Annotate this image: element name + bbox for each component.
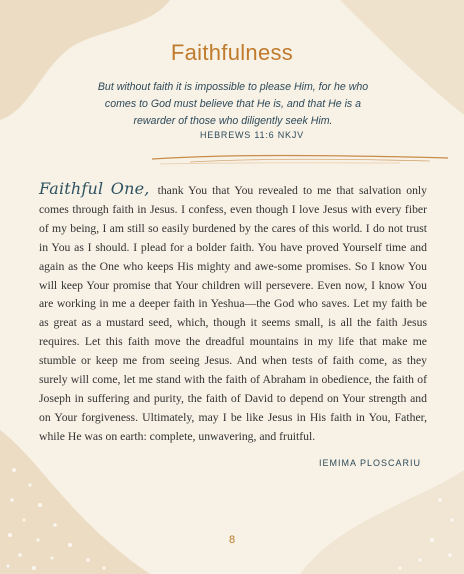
page-title: Faithfulness — [170, 40, 294, 65]
prayer-salutation: Faithful One, — [39, 179, 150, 198]
prayer-body: thank You that You revealed to me that salvation only comes through faith in Jesus. I confess, even though I love Jesus with every fiber of my being, I am still so easily burdened by the cares of this world. I do not trust in You as I should. I plead for a bolder faith. You have proved Yourself time and again as the One who keeps His mighty and awe-some promises. So I know You will keep Your promise that Your children will persevere. Even now, I know You are working in me a deeper faith in Yeshua—the God who saves. Let my faith be as great as a mustard seed, which, though it seems small, is all the faith Jesus requires. Let this faith move the dreadful mountains in my life that make me stumble or keep me from seeing Jesus. And when tests of faith come, as they surely will come, let me stand with the faith of Abraham in obedience, the faith of Joseph in suffering and purity, the faith of David to depend on Your strength and on Your forgiveness. Ultimately, may I be like Jesus in His faith in You, Father, while He was on earth: complete, unwavering, and fruitful. — [39, 184, 427, 443]
author-name: IEMIMA PLOSCARIU — [318, 458, 421, 468]
prayer-text — [39, 180, 427, 447]
decorative-divider — [150, 150, 450, 170]
page-number: 8 — [228, 534, 236, 546]
scripture-quote: But without faith it is impossible to please Him, for he who comes to God must believe that He is, and that He is a rewarder of those who diligently seek Him. — [97, 81, 369, 127]
scripture-reference: HEBREWS 11:6 NKJV — [200, 130, 304, 140]
